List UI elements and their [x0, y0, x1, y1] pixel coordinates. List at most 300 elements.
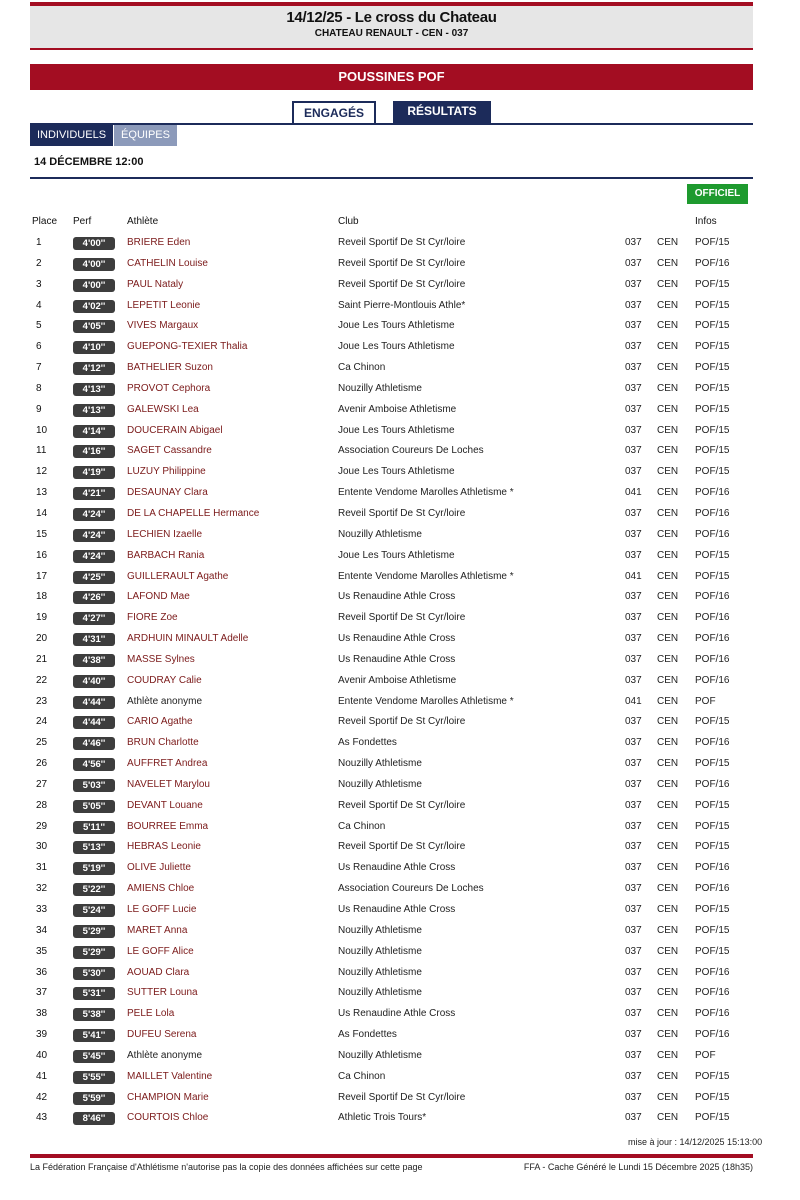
perf-badge: 5'31''	[73, 987, 115, 1000]
place-cell: 21	[36, 653, 48, 665]
athlete-name[interactable]: COURTOIS Chloe	[127, 1112, 209, 1124]
category-info: POF/15	[695, 1091, 730, 1103]
athlete-name[interactable]: SAGET Cassandre	[127, 445, 212, 457]
perf-badge: 5'19''	[73, 862, 115, 875]
league-code: CEN	[657, 924, 679, 936]
footer-copyright: La Fédération Française d'Athlétisme n'autorise pas la copie des données affichées sur cette page	[30, 1162, 423, 1172]
club-name: Saint Pierre-Montlouis Athle*	[338, 299, 466, 311]
place-cell: 41	[36, 1070, 48, 1082]
department-code: 037	[625, 633, 642, 645]
athlete-name[interactable]: CATHELIN Louise	[127, 257, 208, 269]
perf-badge: 4'31''	[73, 633, 115, 646]
category-info: POF/16	[695, 257, 730, 269]
department-code: 037	[625, 320, 642, 332]
league-code: CEN	[657, 716, 679, 728]
department-code: 037	[625, 987, 642, 999]
league-code: CEN	[657, 633, 679, 645]
category-info: POF/15	[695, 1112, 730, 1124]
table-row	[0, 712, 800, 733]
place-cell: 13	[36, 487, 48, 499]
column-header-athlete: Athlète	[127, 216, 159, 227]
place-cell: 37	[36, 987, 48, 999]
athlete-name[interactable]: BARBACH Rania	[127, 549, 205, 561]
place-cell: 29	[36, 820, 48, 832]
place-cell: 16	[36, 549, 48, 561]
category-info: POF/16	[695, 1008, 730, 1020]
department-code: 037	[625, 883, 642, 895]
club-name: Ca Chinon	[338, 1070, 386, 1082]
club-name: Reveil Sportif De St Cyr/loire	[338, 716, 466, 728]
perf-badge: 4'00''	[73, 279, 115, 292]
club-name: Reveil Sportif De St Cyr/loire	[338, 257, 466, 269]
department-code: 037	[625, 716, 642, 728]
category-info: POF/15	[695, 341, 730, 353]
department-code: 037	[625, 612, 642, 624]
perf-badge: 4'10''	[73, 341, 115, 354]
athlete-name[interactable]: DOUCERAIN Abigael	[127, 424, 223, 436]
department-code: 037	[625, 424, 642, 436]
athlete-name[interactable]: BOURREE Emma	[127, 820, 209, 832]
perf-badge: 4'12''	[73, 362, 115, 375]
perf-badge: 5'24''	[73, 904, 115, 917]
perf-badge: 5'38''	[73, 1008, 115, 1021]
club-name: Joue Les Tours Athletisme	[338, 549, 455, 561]
department-code: 037	[625, 966, 642, 978]
place-cell: 11	[36, 445, 47, 457]
place-cell: 3	[36, 278, 42, 290]
league-code: CEN	[657, 487, 679, 499]
club-name: Reveil Sportif De St Cyr/loire	[338, 278, 466, 290]
league-code: CEN	[657, 966, 679, 978]
place-cell: 10	[36, 424, 48, 436]
category-info: POF/16	[695, 653, 730, 665]
place-cell: 35	[36, 945, 48, 957]
club-name: Nouzilly Athletisme	[338, 528, 422, 540]
league-code: CEN	[657, 695, 679, 707]
department-code: 037	[625, 528, 642, 540]
club-name: Reveil Sportif De St Cyr/loire	[338, 237, 466, 248]
department-code: 037	[625, 1070, 642, 1082]
official-badge: OFFICIEL	[687, 184, 748, 204]
league-code: CEN	[657, 820, 679, 832]
place-cell: 31	[36, 862, 48, 874]
place-cell: 26	[36, 758, 48, 770]
subtab-equipes[interactable]: ÉQUIPES	[114, 125, 177, 146]
athlete-name[interactable]: MAILLET Valentine	[127, 1070, 213, 1082]
category-info: POF/15	[695, 320, 730, 332]
place-cell: 27	[36, 778, 48, 790]
place-cell: 43	[36, 1112, 48, 1124]
table-row	[0, 650, 800, 671]
tab-engages[interactable]: ENGAGÉS	[292, 101, 376, 123]
place-cell: 19	[36, 612, 48, 624]
league-code: CEN	[657, 1029, 679, 1041]
athlete-name[interactable]: MASSE Sylnes	[127, 653, 195, 665]
department-code: 037	[625, 653, 642, 665]
department-code: 037	[625, 1029, 642, 1041]
perf-badge: 4'16''	[73, 445, 115, 458]
place-cell: 7	[36, 362, 42, 374]
league-code: CEN	[657, 278, 679, 290]
league-code: CEN	[657, 904, 679, 915]
subtab-individuels[interactable]: INDIVIDUELS	[30, 125, 113, 146]
category-title: POUSSINES POF	[30, 64, 753, 90]
table-row	[0, 233, 800, 254]
race-date: 14 DÉCEMBRE 12:00	[34, 156, 144, 168]
league-code: CEN	[657, 862, 679, 874]
perf-badge: 5'30''	[73, 967, 115, 980]
club-name: Avenir Amboise Athletisme	[338, 674, 457, 686]
athlete-name[interactable]: ARDHUIN MINAULT Adelle	[127, 633, 249, 645]
athlete-name[interactable]: CARIO Agathe	[127, 716, 193, 728]
table-row	[0, 441, 800, 462]
athlete-name: Athlète anonyme	[127, 695, 203, 707]
club-name: Us Renaudine Athle Cross	[338, 591, 456, 603]
league-code: CEN	[657, 528, 679, 540]
category-info: POF/15	[695, 362, 730, 374]
table-row	[0, 462, 800, 483]
league-code: CEN	[657, 1112, 679, 1124]
athlete-name[interactable]: COUDRAY Calie	[127, 674, 202, 686]
league-code: CEN	[657, 320, 679, 332]
league-code: CEN	[657, 737, 679, 749]
category-info: POF/15	[695, 924, 730, 936]
place-cell: 24	[36, 716, 48, 728]
athlete-name[interactable]: LAFOND Mae	[127, 591, 190, 603]
club-name: Reveil Sportif De St Cyr/loire	[338, 841, 466, 853]
perf-badge: 5'03''	[73, 779, 115, 792]
athlete-name[interactable]: PAUL Nataly	[127, 278, 184, 290]
club-name: Athletic Trois Tours*	[338, 1112, 427, 1124]
club-name: Joue Les Tours Athletisme	[338, 424, 455, 436]
athlete-name[interactable]: BATHELIER Suzon	[127, 362, 213, 374]
department-code: 037	[625, 820, 642, 832]
perf-badge: 4'46''	[73, 737, 115, 750]
category-info: POF/15	[695, 841, 730, 853]
perf-badge: 4'26''	[73, 591, 115, 604]
perf-badge: 4'27''	[73, 612, 115, 625]
league-code: CEN	[657, 841, 679, 853]
department-code: 037	[625, 466, 642, 478]
table-row	[0, 483, 800, 504]
category-info: POF/16	[695, 528, 730, 540]
category-info: POF/15	[695, 403, 730, 415]
category-info: POF/16	[695, 487, 730, 499]
perf-badge: 4'24''	[73, 529, 115, 542]
club-name: Us Renaudine Athle Cross	[338, 1008, 456, 1020]
divider	[30, 177, 753, 179]
category-info: POF/16	[695, 862, 730, 874]
athlete-name[interactable]: PELE Lola	[127, 1008, 175, 1020]
department-code: 037	[625, 758, 642, 770]
league-code: CEN	[657, 612, 679, 624]
department-code: 037	[625, 862, 642, 874]
category-info: POF/15	[695, 278, 730, 290]
perf-badge: 4'13''	[73, 404, 115, 417]
athlete-name[interactable]: LE GOFF Lucie	[127, 904, 197, 915]
league-code: CEN	[657, 424, 679, 436]
table-row	[0, 1108, 800, 1129]
category-info: POF/15	[695, 820, 730, 832]
place-cell: 25	[36, 737, 48, 749]
place-cell: 18	[36, 591, 48, 603]
athlete-name[interactable]: AOUAD Clara	[127, 966, 190, 978]
department-code: 037	[625, 382, 642, 394]
category-info: POF/15	[695, 799, 730, 811]
category-info: POF/15	[695, 549, 730, 561]
category-info: POF/16	[695, 591, 730, 603]
athlete-name[interactable]: MARET Anna	[127, 924, 188, 936]
table-row	[0, 1025, 800, 1046]
league-code: CEN	[657, 987, 679, 999]
department-code: 037	[625, 341, 642, 353]
league-code: CEN	[657, 341, 679, 353]
table-row	[0, 796, 800, 817]
department-code: 037	[625, 507, 642, 519]
club-name: Nouzilly Athletisme	[338, 966, 422, 978]
club-name: Reveil Sportif De St Cyr/loire	[338, 507, 466, 519]
club-name: Entente Vendome Marolles Athletisme *	[338, 487, 514, 499]
place-cell: 32	[36, 883, 48, 895]
column-header-club: Club	[338, 216, 359, 227]
perf-badge: 4'44''	[73, 716, 115, 729]
table-row	[0, 733, 800, 754]
table-row	[0, 567, 800, 588]
table-row	[0, 775, 800, 796]
club-name: Entente Vendome Marolles Athletisme *	[338, 570, 514, 582]
athlete-name[interactable]: AUFFRET Andrea	[127, 758, 208, 770]
table-row	[0, 671, 800, 692]
perf-badge: 4'05''	[73, 320, 115, 333]
perf-badge: 5'29''	[73, 925, 115, 938]
department-code: 037	[625, 1008, 642, 1020]
league-code: CEN	[657, 570, 679, 582]
place-cell: 30	[36, 841, 48, 853]
club-name: Nouzilly Athletisme	[338, 924, 422, 936]
athlete-name[interactable]: FIORE Zoe	[127, 612, 178, 624]
perf-badge: 4'00''	[73, 258, 115, 271]
event-title: 14/12/25 - Le cross du Chateau	[286, 9, 497, 26]
athlete-name[interactable]: AMIENS Chloe	[127, 883, 195, 895]
athlete-name: Athlète anonyme	[127, 1049, 203, 1061]
table-row	[0, 504, 800, 525]
perf-badge: 4'13''	[73, 383, 115, 396]
column-header-perf: Perf	[73, 216, 92, 227]
place-cell: 22	[36, 674, 48, 686]
league-code: CEN	[657, 945, 679, 957]
club-name: Association Coureurs De Loches	[338, 445, 484, 457]
place-cell: 4	[36, 299, 42, 311]
department-code: 037	[625, 674, 642, 686]
club-name: Us Renaudine Athle Cross	[338, 904, 456, 915]
perf-badge: 4'24''	[73, 550, 115, 563]
club-name: Ca Chinon	[338, 820, 386, 832]
place-cell: 36	[36, 966, 48, 978]
league-code: CEN	[657, 382, 679, 394]
category-info: POF/16	[695, 1029, 730, 1041]
club-name: Nouzilly Athletisme	[338, 1049, 422, 1061]
department-code: 037	[625, 737, 642, 749]
league-code: CEN	[657, 237, 679, 248]
athlete-name[interactable]: LE GOFF Alice	[127, 945, 194, 957]
table-row	[0, 1067, 800, 1088]
perf-badge: 8'46''	[73, 1112, 115, 1125]
category-info: POF/16	[695, 633, 730, 645]
athlete-name[interactable]: GUILLERAULT Agathe	[127, 570, 229, 582]
athlete-name[interactable]: DEVANT Louane	[127, 799, 203, 811]
athlete-name[interactable]: DE LA CHAPELLE Hermance	[127, 507, 260, 519]
tab-resultats[interactable]: RÉSULTATS	[393, 101, 491, 123]
table-row	[0, 546, 800, 567]
department-code: 037	[625, 591, 642, 603]
perf-badge: 4'38''	[73, 654, 115, 667]
athlete-name[interactable]: NAVELET Marylou	[127, 778, 210, 790]
athlete-name[interactable]: LEPETIT Leonie	[127, 299, 201, 311]
department-code: 037	[625, 778, 642, 790]
league-code: CEN	[657, 299, 679, 311]
club-name: Nouzilly Athletisme	[338, 382, 422, 394]
perf-badge: 4'00''	[73, 237, 115, 250]
league-code: CEN	[657, 1008, 679, 1020]
category-info: POF/15	[695, 570, 730, 582]
results-table	[0, 233, 800, 1129]
column-header-place: Place	[32, 216, 58, 227]
league-code: CEN	[657, 403, 679, 415]
department-code: 041	[625, 695, 642, 707]
league-code: CEN	[657, 1070, 679, 1082]
table-row	[0, 316, 800, 337]
club-name: Joue Les Tours Athletisme	[338, 320, 455, 332]
athlete-name[interactable]: OLIVE Juliette	[127, 862, 191, 874]
club-name: Association Coureurs De Loches	[338, 883, 484, 895]
place-cell: 12	[36, 466, 48, 478]
place-cell: 34	[36, 924, 48, 936]
table-row	[0, 942, 800, 963]
department-code: 037	[625, 362, 642, 374]
place-cell: 6	[36, 341, 42, 353]
place-cell: 17	[36, 570, 48, 582]
club-name: Joue Les Tours Athletisme	[338, 341, 455, 353]
perf-badge: 5'11''	[73, 821, 115, 834]
athlete-name[interactable]: SUTTER Louna	[127, 987, 198, 999]
place-cell: 33	[36, 904, 48, 915]
category-info: POF/16	[695, 737, 730, 749]
department-code: 037	[625, 278, 642, 290]
place-cell: 8	[36, 382, 42, 394]
category-info: POF/16	[695, 987, 730, 999]
league-code: CEN	[657, 466, 679, 478]
place-cell: 14	[36, 507, 48, 519]
table-row	[0, 900, 800, 921]
league-code: CEN	[657, 591, 679, 603]
athlete-name[interactable]: VIVES Margaux	[127, 320, 199, 332]
category-info: POF/15	[695, 466, 730, 478]
footer-cache-info: FFA - Cache Généré le Lundi 15 Décembre 2025 (18h35)	[523, 1162, 753, 1172]
club-name: Ca Chinon	[338, 362, 386, 374]
event-subtitle: CHATEAU RENAULT - CEN - 037	[314, 28, 469, 39]
table-row	[0, 692, 800, 713]
department-code: 037	[625, 257, 642, 269]
department-code: 037	[625, 549, 642, 561]
table-row	[0, 837, 800, 858]
table-row	[0, 400, 800, 421]
event-header	[30, 2, 753, 50]
department-code: 041	[625, 570, 642, 582]
place-cell: 28	[36, 799, 48, 811]
athlete-name[interactable]: DUFEU Serena	[127, 1029, 197, 1041]
place-cell: 1	[36, 237, 42, 248]
athlete-name[interactable]: DESAUNAY Clara	[127, 487, 208, 499]
table-row	[0, 608, 800, 629]
perf-badge: 4'14''	[73, 425, 115, 438]
department-code: 037	[625, 799, 642, 811]
athlete-name[interactable]: GALEWSKI Lea	[127, 403, 199, 415]
category-info: POF/16	[695, 674, 730, 686]
athlete-name[interactable]: HEBRAS Leonie	[127, 841, 201, 853]
perf-badge: 4'40''	[73, 675, 115, 688]
league-code: CEN	[657, 1091, 679, 1103]
athlete-name[interactable]: PROVOT Cephora	[127, 382, 211, 394]
club-name: Entente Vendome Marolles Athletisme *	[338, 695, 514, 707]
league-code: CEN	[657, 674, 679, 686]
league-code: CEN	[657, 653, 679, 665]
category-info: POF/15	[695, 716, 730, 728]
place-cell: 42	[36, 1091, 48, 1103]
place-cell: 2	[36, 257, 42, 269]
place-cell: 5	[36, 320, 42, 332]
athlete-name[interactable]: BRUN Charlotte	[127, 737, 199, 749]
category-info: POF/15	[695, 445, 730, 457]
footer-divider	[30, 1154, 753, 1158]
results-tabs	[30, 101, 753, 125]
perf-badge: 5'41''	[73, 1029, 115, 1042]
perf-badge: 5'59''	[73, 1092, 115, 1105]
athlete-name[interactable]: LUZUY Philippine	[127, 466, 206, 478]
athlete-name[interactable]: CHAMPION Marie	[127, 1091, 209, 1103]
table-row	[0, 525, 800, 546]
club-name: Nouzilly Athletisme	[338, 987, 422, 999]
club-name: Us Renaudine Athle Cross	[338, 633, 456, 645]
athlete-name[interactable]: BRIERE Eden	[127, 237, 191, 248]
club-name: Nouzilly Athletisme	[338, 758, 422, 770]
table-row	[0, 337, 800, 358]
department-code: 037	[625, 1091, 642, 1103]
table-row	[0, 1004, 800, 1025]
club-name: Reveil Sportif De St Cyr/loire	[338, 1091, 466, 1103]
league-code: CEN	[657, 507, 679, 519]
category-info: POF/16	[695, 612, 730, 624]
column-header-infos: Infos	[695, 216, 717, 227]
department-code: 037	[625, 403, 642, 415]
club-name: Avenir Amboise Athletisme	[338, 403, 457, 415]
table-row	[0, 1046, 800, 1067]
place-cell: 40	[36, 1049, 48, 1061]
athlete-name[interactable]: LECHIEN Izaelle	[127, 528, 203, 540]
club-name: Nouzilly Athletisme	[338, 778, 422, 790]
league-code: CEN	[657, 362, 679, 374]
perf-badge: 4'56''	[73, 758, 115, 771]
place-cell: 20	[36, 633, 48, 645]
table-row	[0, 963, 800, 984]
category-info: POF/15	[695, 382, 730, 394]
perf-badge: 5'55''	[73, 1071, 115, 1084]
category-info: POF/15	[695, 424, 730, 436]
table-row	[0, 296, 800, 317]
athlete-name[interactable]: GUEPONG-TEXIER Thalia	[127, 341, 248, 353]
league-code: CEN	[657, 549, 679, 561]
perf-badge: 4'21''	[73, 487, 115, 500]
club-name: Us Renaudine Athle Cross	[338, 653, 456, 665]
